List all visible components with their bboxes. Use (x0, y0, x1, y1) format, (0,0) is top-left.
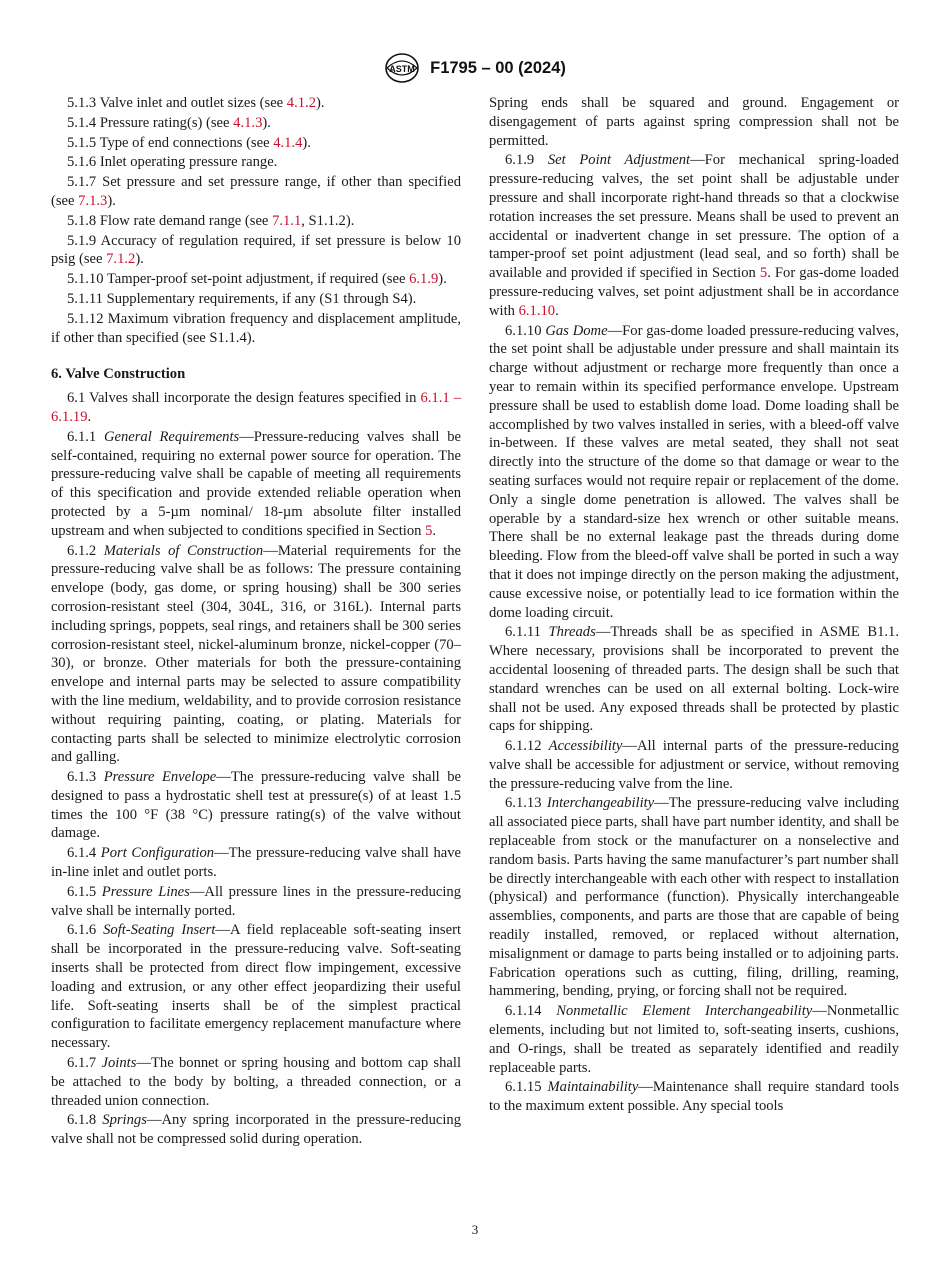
section-heading-6: 6. Valve Construction (51, 366, 186, 383)
clause-5-1-8: 5.1.8 Flow rate demand range (see 7.1.1, S1.1.2). (67, 212, 355, 229)
right-column (489, 94, 899, 1117)
clause-6-1-2: 6.1.2 Materials of Construction—Material requirements for the pressure-reducing valve shall be as follows: The pressure containing envelope (body, gas dome, or spring housing) shall be 300 series corrosion-resistant steel (304, 304L, 316, or 316L). Internal parts including springs, poppets, seal rings, and retainers shall be 300 series corrosion-resistant steel, nickel-aluminum bronze, nickel-copper (70–30), or bronze. Other materials for both the pressure-containing envelope and internal parts may be selected to assure compatibility with the line medium, weldability, and to provide corrosion resistance without requiring painting, coating, or plating. Materials for contacting parts shall be selected to minimize electrolytic corrosion and galling. (51, 542, 461, 766)
clause-5-1-9: 5.1.9 Accuracy of regulation required, if set pressure is below 10 psig (see 7.1.2). (51, 232, 461, 268)
clause-6-1-14: 6.1.14 Nonmetallic Element Interchangeability—Nonmetallic elements, including but not limited to, soft-seating inserts, cushions, and O-rings, shall be treated as separately identified and readily replaceable parts. (489, 1003, 899, 1076)
clause-6-1-9: 6.1.9 Set Point Adjustment—For mechanical spring-loaded pressure-reducing valves, the set point shall be adjustable under pressure and shall incorporate right-hand threads so that a clockwise rotation increases the set pressure. Means shall be used to prevent an accidental or inadvertent change in set pressure. The option of a tamper-proof set point adjustment (lead seal, and so forth) shall be available and provided if specified in Section 5. For gas-dome loaded pressure-reducing valves, set point adjustment shall be in accordance with 6.1.10. (489, 152, 899, 319)
clause-6-1-4: 6.1.4 Port Configuration—The pressure-reducing valve shall have in-line inlet and outlet ports. (51, 845, 461, 881)
link-6-1-1-range[interactable]: 6.1.1 – 6.1.19 (51, 390, 461, 425)
astm-logo-icon (384, 52, 420, 84)
clause-5-1-4: 5.1.4 Pressure rating(s) (see 4.1.3). (67, 114, 271, 131)
clause-6-1-12: 6.1.12 Accessibility—All internal parts of the pressure-reducing valve shall be accessible for adjustment or service, without removing the pressure-reducing valve from the line. (489, 738, 899, 792)
link-6-1-10[interactable]: 6.1.10 (518, 302, 556, 319)
clause-6-1-11: 6.1.11 Threads—Threads shall be as specified in ASME B1.1. Where necessary, provisions shall be incorporated to prevent the accidental loosening of threaded parts. The design shall be such that standard wrenches can be used on all external bolting. Lock-wire shall not be used. Any exposed threads shall be protected by plastic caps for shipping. (489, 624, 899, 735)
page-header (0, 52, 950, 86)
link-4-1-3[interactable]: 4.1.3 (233, 114, 263, 131)
link-4-1-2[interactable]: 4.1.2 (286, 95, 316, 111)
clause-5-1-7: 5.1.7 Set pressure and set pressure range, if other than specified (see 7.1.3). (51, 174, 461, 209)
clause-6-1: 6.1 Valves shall incorporate the design features specified in 6.1.1 – 6.1.19. (51, 390, 461, 425)
left-column (51, 94, 461, 1150)
clause-5-1-6: 5.1.6 Inlet operating pressure range. (67, 154, 278, 171)
svg-text:ASTM: ASTM (389, 64, 415, 74)
link-section-5[interactable]: 5 (425, 522, 433, 539)
clause-6-1-8: 6.1.8 Springs—Any spring incorporated in the pressure-reducing valve shall not be compressed solid during operation. (51, 1112, 461, 1148)
page-number: 3 (471, 1222, 479, 1237)
link-6-1-9[interactable]: 6.1.9 (409, 271, 439, 288)
link-section-5[interactable]: 5 (759, 265, 768, 282)
clause-5-1-5: 5.1.5 Type of end connections (see 4.1.4). (67, 134, 311, 151)
clause-6-1-5: 6.1.5 Pressure Lines—All pressure lines in the pressure-reducing valve shall be internally ported. (51, 883, 461, 919)
clause-6-1-10: 6.1.10 Gas Dome—For gas-dome loaded pressure-reducing valves, the set point shall be adjustable under pressure and shall maintain its charge without adjustment or recharge more frequently than once a year to remain within its specified performance envelope. Upstream pressure shall be used to establish dome load. Dome loading shall be accomplished by two valves installed in series, with a bleed-off valve in-between. If these valves are metal seated, they shall not seat directly into the structure of the dome so that damage or wear to the seating surfaces would not require repair or replacement of the dome. Only a single dome penetration is allowed. The valves shall be operable by a standard-size hex wrench or other suitable means. There shall be no external leakage past the threads during dome bleeding. Flow from the bleed-off valve shall be ported in such a way that it does not impinge directly on the person making the adjustment, cause excessive noise, or potentially lead to ice formation within the dome loading circuit. (489, 322, 899, 621)
clause-6-1-1: 6.1.1 General Requirements—Pressure-reducing valves shall be self-contained, requiring no external power source for operation. The pressure-reducing valve shall be capable of meeting all requirements of this specification and provide extended reliable operation when protected by a 5-µm nominal/ 18-µm absolute filter installed upstream and when subjected to conditions specified in Section 5. (51, 428, 461, 539)
link-7-1-2[interactable]: 7.1.2 (106, 251, 136, 268)
link-4-1-4[interactable]: 4.1.4 (273, 134, 303, 151)
clause-5-1-10: 5.1.10 Tamper-proof set-point adjustment, if required (see 6.1.9). (67, 271, 447, 288)
link-7-1-1[interactable]: 7.1.1 (272, 212, 302, 229)
link-7-1-3[interactable]: 7.1.3 (78, 192, 108, 209)
clause-6-1-6: 6.1.6 Soft-Seating Insert—A field replaceable soft-seating insert shall be incorporated in the pressure-reducing valve. Soft-seating inserts shall be protected from direct flow impingement, excessive loading and extrusion, or any other effect jeopardizing their useful life. Soft-seating inserts shall be of the simplest practical configuration to facilitate emergency replacement manufacture where necessary. (51, 922, 461, 1052)
clause-6-1-8-continued: Spring ends shall be squared and ground. Engagement or disengagement of parts against spring compression shall not be permitted. (489, 95, 899, 149)
clause-6-1-7: 6.1.7 Joints—The bonnet or spring housing and bottom cap shall be attached to the body by bolting, a threaded connection, or a threaded union connection. (51, 1055, 461, 1109)
clause-5-1-11: 5.1.11 Supplementary requirements, if any (S1 through S4). (67, 290, 417, 307)
clause-5-1-3: 5.1.3 Valve inlet and outlet sizes (see 4.1.2). (67, 95, 325, 111)
clause-6-1-3: 6.1.3 Pressure Envelope—The pressure-reducing valve shall be designed to pass a hydrostatic shell test at pressure(s) of at least 1.5 times the 100 °F (38 °C) pressure rating(s) of the valve without damage. (51, 769, 461, 842)
clause-5-1-12: 5.1.12 Maximum vibration frequency and displacement amplitude, if other than specified (see S1.1.4). (51, 310, 461, 346)
document-id: F1795 – 00 (2024) (430, 58, 566, 77)
clause-6-1-15: 6.1.15 Maintainability—Maintenance shall require standard tools to the maximum extent possible. Any special tools (489, 1079, 899, 1115)
clause-6-1-13: 6.1.13 Interchangeability—The pressure-reducing valve including all associated piece parts, shall have part number identity, and shall be replaceable from stock or the manufacturer on a nonselective and random basis. Parts having the same manufacturer’s part number shall be directly interchangeable with each other with respect to installation (physical) and performance (function). Physically interchangeable assemblies, components, and parts are those that are capable of being readily installed, removed, or replaced without alternation, misalignment or damage to parts being installed or to adjoining parts. Fabrication operations such as cutting, filing, drilling, reaming, hammering, bending, prying, or forcing shall not be required. (489, 795, 899, 1000)
